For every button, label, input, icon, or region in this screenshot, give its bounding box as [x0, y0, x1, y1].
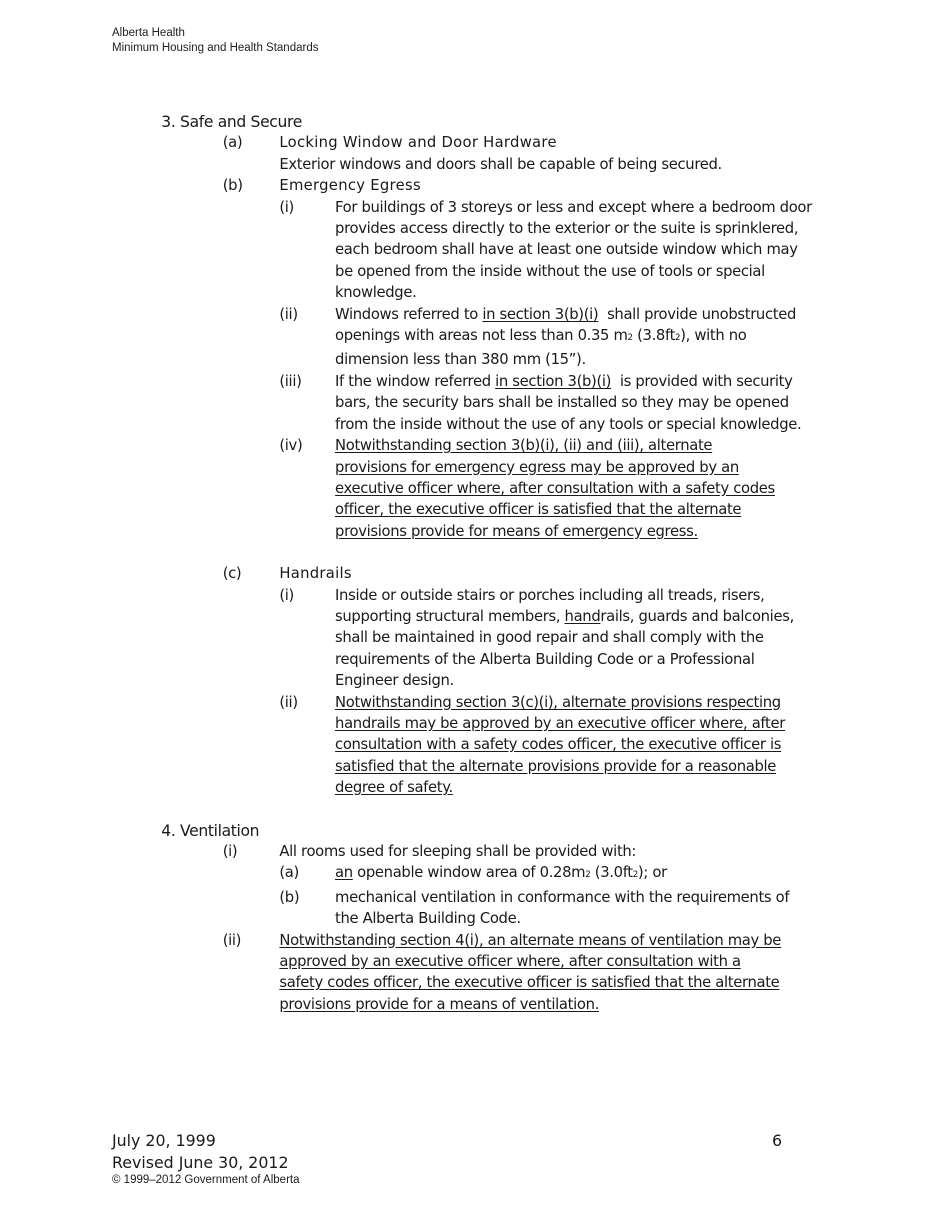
text-run: is provided with security — [611, 371, 793, 390]
subheading-locking-hardware: Locking Window and Door Hardware — [279, 133, 557, 152]
paragraph-line — [335, 325, 912, 349]
text-run: shall provide unobstructed — [598, 304, 797, 323]
subheading-handrails: Handrails — [279, 564, 352, 583]
item-label: (b) — [222, 176, 243, 195]
paragraph-line: knowledge. — [335, 283, 417, 302]
text-run: openings with areas not less than 0.35 m — [335, 326, 628, 345]
paragraph-line — [335, 304, 912, 325]
page-header — [112, 26, 318, 56]
paragraph-line: Engineer design. — [335, 671, 454, 690]
item-label: (b) — [279, 887, 300, 906]
item-3b-ii — [0, 304, 912, 371]
document-body — [0, 111, 912, 1015]
amendment-line: Notwithstanding section 3(c)(i), alternate provisions respecting — [335, 692, 781, 711]
item-label: (i) — [279, 197, 294, 216]
text-run: (3.0ft — [590, 863, 633, 882]
item-label: (c) — [222, 564, 242, 583]
item-label: (a) — [222, 133, 243, 152]
item-3b-iv — [0, 435, 912, 542]
text-run: rails, guards and balconies, — [600, 606, 794, 625]
paragraph-line: requirements of the Alberta Building Code or a Professional — [335, 649, 755, 668]
text-run: openable window area of 0.28m — [352, 863, 586, 882]
underlined-text: hand — [564, 606, 601, 625]
section-reference-link: in section 3(b)(i) — [495, 371, 612, 390]
paragraph-line: mechanical ventilation in conformance with the requirements of — [335, 887, 790, 906]
header-doc-title: Minimum Housing and Health Standards — [112, 42, 319, 54]
item-4-i-b — [0, 887, 912, 930]
amendment-line: consultation with a safety codes officer, the executive officer is — [335, 735, 782, 754]
paragraph-line: Exterior windows and doors shall be capable of being secured. — [279, 154, 722, 173]
amendment-line: satisfied that the alternate provisions provide for a reasonable — [335, 756, 777, 775]
paragraph-line: the Alberta Building Code. — [335, 909, 521, 928]
spacer — [0, 799, 912, 820]
footer-date: July 20, 1999 — [112, 1131, 216, 1150]
item-label: (iv) — [279, 436, 303, 455]
amendment-line: officer, the executive officer is satisfied that the alternate — [335, 500, 742, 519]
item-label: (i) — [222, 842, 238, 860]
page-number: 6 — [772, 1131, 783, 1150]
item-3b — [0, 175, 912, 196]
subscript: 2 — [585, 870, 591, 881]
amendment-line: provisions provide for a means of ventilation. — [279, 994, 599, 1013]
item-4-i-a — [0, 862, 912, 886]
amendment-line: executive officer where, after consultation with a safety codes — [335, 478, 775, 497]
text-run: supporting structural members, — [335, 606, 565, 625]
item-label: (a) — [279, 863, 299, 882]
amendment-line: handrails may be approved by an executive officer where, after — [335, 713, 785, 732]
item-label: (i) — [279, 585, 294, 604]
header-org: Alberta Health — [112, 27, 185, 39]
item-4-ii — [0, 930, 912, 1016]
paragraph-line: dimension less than 380 mm (15”). — [335, 350, 586, 369]
text-run: ), with no — [680, 326, 747, 345]
text-run: If the window referred — [335, 371, 496, 390]
paragraph-line: Inside or outside stairs or porches including all treads, risers, — [335, 585, 765, 604]
amendment-line: provisions for emergency egress may be approved by an — [335, 457, 739, 476]
amendment-line: provisions provide for means of emergency egress. — [335, 521, 698, 540]
subheading-emergency-egress: Emergency Egress — [279, 176, 421, 195]
text-run: (3.8ft — [632, 326, 676, 345]
subscript: 2 — [632, 870, 638, 881]
item-label: (ii) — [279, 304, 298, 323]
footer-revised: Revised June 30, 2012 — [112, 1153, 289, 1172]
paragraph-line — [335, 862, 912, 886]
item-4-i — [0, 841, 912, 862]
amendment-line: safety codes officer, the executive officer is satisfied that the alternate — [279, 973, 780, 992]
item-label: (ii) — [222, 930, 242, 949]
item-3c-ii — [0, 692, 912, 799]
item-label: (iii) — [279, 371, 302, 390]
amendment-line: Notwithstanding section 4(i), an alternate means of ventilation may be — [279, 930, 782, 949]
text-run: Windows referred to — [335, 304, 483, 323]
amendment-line: degree of safety. — [335, 778, 453, 797]
item-label: (ii) — [279, 692, 298, 711]
subscript: 2 — [627, 333, 633, 344]
text-run: ); or — [637, 863, 667, 882]
paragraph-line: be opened from the inside without the use of tools or special — [335, 261, 765, 280]
paragraph-line: All rooms used for sleeping shall be provided with: — [279, 842, 637, 860]
spacer — [0, 542, 912, 563]
paragraph-line: For buildings of 3 storeys or less and except where a bedroom door — [335, 197, 812, 216]
section-3-title: 3. Safe and Secure — [161, 112, 302, 131]
paragraph-line: from the inside without the use of any tools or special knowledge. — [335, 414, 802, 433]
item-3b-iii — [0, 371, 912, 435]
subscript: 2 — [675, 333, 681, 344]
underlined-text: an — [335, 863, 353, 882]
paragraph-line: provides access directly to the exterior or the suite is sprinklered, — [335, 219, 799, 238]
paragraph-line: shall be maintained in good repair and shall comply with the — [335, 628, 764, 647]
item-3c-i — [0, 585, 912, 692]
paragraph-line — [335, 371, 912, 392]
item-3b-i — [0, 197, 912, 304]
page-footer — [112, 1130, 300, 1187]
paragraph-line: bars, the security bars shall be installed so they may be opened — [335, 393, 789, 412]
amendment-line: approved by an executive officer where, after consultation with a — [279, 952, 741, 971]
paragraph-line — [335, 606, 912, 627]
section-4-title: 4. Ventilation — [161, 820, 260, 840]
paragraph-line: each bedroom shall have at least one outside window which may — [335, 240, 798, 259]
section-reference-link: in section 3(b)(i) — [482, 304, 599, 323]
item-3a — [0, 132, 912, 175]
footer-copyright: © 1999–2012 Government of Alberta — [112, 1174, 300, 1186]
amendment-line: Notwithstanding section 3(b)(i), (ii) and (iii), alternate — [335, 436, 713, 455]
item-3c — [0, 563, 912, 584]
